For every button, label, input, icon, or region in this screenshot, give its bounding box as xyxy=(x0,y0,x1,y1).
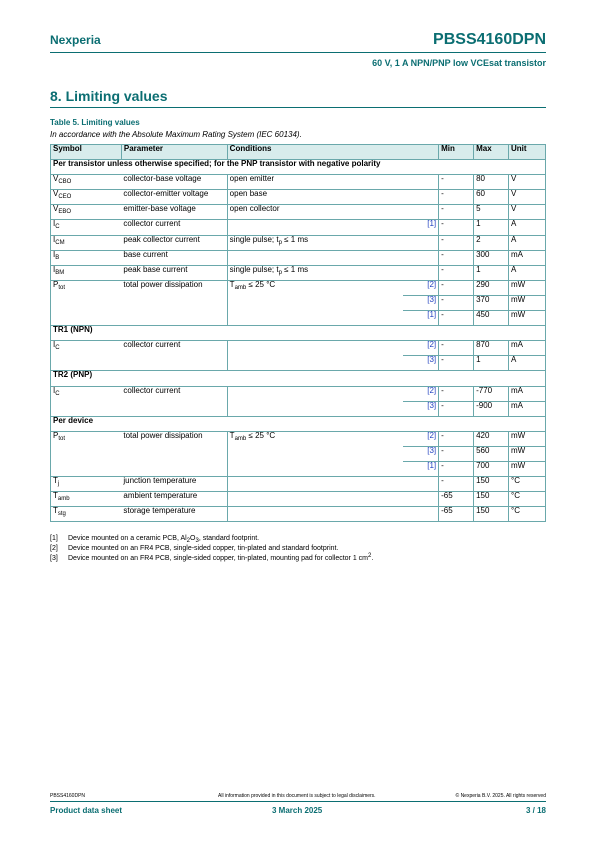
cell-parameter: junction temperature xyxy=(121,477,227,492)
table-row xyxy=(51,461,546,476)
cell-conditions: open collector xyxy=(227,205,403,220)
col-header-min: Min xyxy=(439,145,474,160)
cell-conditions xyxy=(227,311,403,326)
cell-reference: [2] xyxy=(403,431,439,446)
cell-conditions xyxy=(227,341,403,356)
brand-name: Nexperia xyxy=(50,33,101,47)
cell-unit: mW xyxy=(509,295,546,310)
footer-disclaimer: All information provided in this document is subject to legal disclaimers. xyxy=(218,793,376,799)
table-footnotes xyxy=(50,534,373,564)
cell-reference: [1] xyxy=(403,311,439,326)
section-divider xyxy=(50,107,546,108)
cell-parameter xyxy=(121,446,227,461)
cell-symbol: $I_C$ xyxy=(51,341,122,356)
cell-max: -900 xyxy=(474,401,509,416)
cell-conditions: $T_{amb} \le 25$ °C xyxy=(227,280,403,295)
group-label: Per transistor unless otherwise specified; for the PNP transistor with negative polarity xyxy=(51,160,546,175)
cell-unit: mW xyxy=(509,446,546,461)
cell-min: - xyxy=(439,477,474,492)
cell-reference xyxy=(403,265,439,280)
cell-symbol xyxy=(51,461,122,476)
cell-min: - xyxy=(439,461,474,476)
cell-conditions: open base xyxy=(227,190,403,205)
cell-parameter xyxy=(121,401,227,416)
cell-min: - xyxy=(439,265,474,280)
col-header-parameter: Parameter xyxy=(121,145,227,160)
cell-unit: mA xyxy=(509,386,546,401)
table-header-row xyxy=(51,145,546,160)
cell-min: - xyxy=(439,295,474,310)
cell-min: - xyxy=(439,280,474,295)
cell-min: - xyxy=(439,311,474,326)
cell-conditions xyxy=(227,250,403,265)
cell-reference: [3] xyxy=(403,356,439,371)
group-row-tr1 xyxy=(51,326,546,341)
cell-unit: mA xyxy=(509,250,546,265)
cell-parameter: collector current xyxy=(123,340,181,350)
cell-conditions xyxy=(227,461,403,476)
cell-symbol xyxy=(51,311,122,326)
table-row xyxy=(51,507,546,522)
cell-reference xyxy=(403,492,439,507)
cell-conditions xyxy=(227,401,403,416)
cell-min: - xyxy=(439,431,474,446)
cell-max: 560 xyxy=(474,446,509,461)
cell-unit: V xyxy=(509,205,546,220)
footer-divider xyxy=(50,801,546,802)
cell-min: - xyxy=(439,356,474,371)
cell-parameter: base current xyxy=(121,250,227,265)
footer-copyright: © Nexperia B.V. 2025. All rights reserved xyxy=(455,793,546,799)
cell-min: - xyxy=(439,220,474,235)
cell-reference xyxy=(403,250,439,265)
cell-symbol xyxy=(51,446,122,461)
cell-symbol xyxy=(51,295,122,310)
cell-reference xyxy=(403,235,439,250)
cell-unit: A xyxy=(509,265,546,280)
cell-reference xyxy=(403,175,439,190)
cell-parameter: storage temperature xyxy=(121,507,227,522)
cell-max: 370 xyxy=(474,295,509,310)
cell-max: 1 xyxy=(474,356,509,371)
cell-max: 450 xyxy=(474,311,509,326)
cell-unit: °C xyxy=(509,492,546,507)
table-note: In accordance with the Absolute Maximum Rating System (IEC 60134). xyxy=(50,130,302,139)
table-row xyxy=(51,205,546,220)
cell-reference xyxy=(403,190,439,205)
cell-parameter: total power dissipation xyxy=(123,430,203,440)
cell-parameter xyxy=(121,311,227,326)
cell-min: - xyxy=(439,190,474,205)
cell-symbol: $T_{stg}$ xyxy=(51,507,122,522)
cell-conditions xyxy=(227,220,403,235)
cell-max: 150 xyxy=(474,492,509,507)
cell-conditions xyxy=(227,356,403,371)
limiting-values-table xyxy=(50,144,546,522)
cell-max: 150 xyxy=(474,477,509,492)
cell-conditions: single pulse; $t_p \le 1$ ms xyxy=(227,265,403,280)
table-row xyxy=(51,386,546,401)
cell-min: - xyxy=(439,386,474,401)
cell-symbol: $I_C$ xyxy=(51,220,122,235)
cell-unit: A xyxy=(509,220,546,235)
cell-max: 1 xyxy=(474,220,509,235)
cell-max: 80 xyxy=(474,175,509,190)
cell-max: 2 xyxy=(474,235,509,250)
cell-max: 700 xyxy=(474,461,509,476)
cell-symbol xyxy=(51,401,122,416)
cell-parameter xyxy=(121,295,227,310)
cell-reference: [2] xyxy=(403,280,439,295)
cell-reference xyxy=(403,205,439,220)
cell-symbol: $T_{amb}$ xyxy=(51,492,122,507)
table-row xyxy=(51,190,546,205)
cell-min: - xyxy=(439,446,474,461)
cell-symbol: $T_j$ xyxy=(51,477,122,492)
footer-doc-type: Product data sheet xyxy=(50,806,123,815)
cell-conditions xyxy=(227,492,403,507)
cell-reference: [1] xyxy=(403,461,439,476)
col-header-conditions: Conditions xyxy=(227,145,438,160)
cell-unit: mW xyxy=(509,461,546,476)
section-title: 8. Limiting values xyxy=(50,88,168,104)
group-label: TR1 (NPN) xyxy=(51,326,546,341)
footnote-1: [1] Device mounted on a ceramic PCB, $Al_2O_3$, standard footprint. xyxy=(50,535,260,544)
table-row xyxy=(51,220,546,235)
cell-max: 150 xyxy=(474,507,509,522)
cell-symbol: $I_B$ xyxy=(51,250,122,265)
cell-parameter: collector-emitter voltage xyxy=(121,190,227,205)
group-row-per-transistor xyxy=(51,160,546,175)
cell-conditions xyxy=(227,507,403,522)
footer-date: 3 March 2025 xyxy=(272,806,323,815)
cell-min: - xyxy=(439,205,474,220)
cell-reference: [2] xyxy=(403,386,439,401)
cell-conditions: single pulse; $t_p \le 1$ ms xyxy=(227,235,403,250)
cell-max: -770 xyxy=(474,386,509,401)
cell-min: - xyxy=(439,175,474,190)
table-row xyxy=(51,401,546,416)
cell-conditions xyxy=(227,477,403,492)
cell-unit: V xyxy=(509,190,546,205)
cell-parameter: collector-base voltage xyxy=(121,175,227,190)
group-row-per-device xyxy=(51,416,546,431)
group-row-tr2 xyxy=(51,371,546,386)
cell-symbol: $I_{BM}$ xyxy=(51,265,122,280)
cell-max: 60 xyxy=(474,190,509,205)
cell-reference xyxy=(403,477,439,492)
table-row xyxy=(51,311,546,326)
cell-parameter: total power dissipation xyxy=(123,279,203,289)
cell-reference: [2] xyxy=(403,341,439,356)
cell-unit: A xyxy=(509,356,546,371)
table-row xyxy=(51,265,546,280)
cell-unit: V xyxy=(509,175,546,190)
cell-symbol: $I_C$ xyxy=(51,386,122,401)
cell-parameter: peak base current xyxy=(121,265,227,280)
cell-symbol: $V_{CEO}$ xyxy=(51,190,122,205)
table-row xyxy=(51,295,546,310)
cell-unit: °C xyxy=(509,477,546,492)
table-row xyxy=(51,431,546,446)
cell-reference: [3] xyxy=(403,295,439,310)
cell-conditions xyxy=(227,386,403,401)
cell-parameter: ambient temperature xyxy=(121,492,227,507)
cell-unit: mW xyxy=(509,431,546,446)
cell-min: -65 xyxy=(439,492,474,507)
cell-symbol xyxy=(51,356,122,371)
table-row xyxy=(51,235,546,250)
group-label: TR2 (PNP) xyxy=(51,371,546,386)
document-subtitle: 60 V, 1 A NPN/PNP low VCEsat transistor xyxy=(372,58,546,68)
part-number: PBSS4160DPN xyxy=(433,31,546,48)
cell-min: - xyxy=(439,235,474,250)
footer-doc-id: PBSS4160DPN xyxy=(50,793,86,799)
footnote-3: [3] Device mounted on an FR4 PCB, single-sided copper, tin-plated, mounting pad for collector 1 $cm^2$. xyxy=(50,553,374,562)
cell-max: 300 xyxy=(474,250,509,265)
cell-max: 870 xyxy=(474,341,509,356)
table-row xyxy=(51,280,546,295)
cell-min: - xyxy=(439,341,474,356)
cell-min: - xyxy=(439,250,474,265)
cell-min: - xyxy=(439,401,474,416)
cell-symbol: $V_{CBO}$ xyxy=(51,175,122,190)
cell-reference: [3] xyxy=(403,446,439,461)
cell-parameter xyxy=(121,356,227,371)
cell-min: -65 xyxy=(439,507,474,522)
cell-max: 1 xyxy=(474,265,509,280)
cell-unit: mA xyxy=(509,401,546,416)
cell-symbol: $V_{EBO}$ xyxy=(51,205,122,220)
group-label: Per device xyxy=(51,416,546,431)
col-header-symbol: Symbol xyxy=(51,145,122,160)
col-header-max: Max xyxy=(474,145,509,160)
cell-parameter: collector current xyxy=(121,220,227,235)
table-caption: Table 5. Limiting values xyxy=(50,118,140,127)
cell-unit: A xyxy=(509,235,546,250)
footer-page-number: 3 / 18 xyxy=(525,806,546,815)
cell-parameter xyxy=(121,461,227,476)
table-row xyxy=(51,446,546,461)
cell-symbol: $P_{tot}$ xyxy=(51,280,122,295)
cell-max: 5 xyxy=(474,205,509,220)
cell-parameter: collector current xyxy=(123,385,181,395)
cell-reference xyxy=(403,507,439,522)
table-row xyxy=(51,356,546,371)
header-divider xyxy=(50,52,546,53)
cell-symbol: $I_{CM}$ xyxy=(51,235,122,250)
cell-conditions: open emitter xyxy=(227,175,403,190)
cell-conditions xyxy=(227,295,403,310)
cell-parameter: peak collector current xyxy=(121,235,227,250)
cell-parameter: emitter-base voltage xyxy=(121,205,227,220)
table-row xyxy=(51,492,546,507)
footnote-2: [2] Device mounted on an FR4 PCB, single-sided copper, tin-plated and standard footprint. xyxy=(50,545,339,552)
cell-unit: mW xyxy=(509,280,546,295)
cell-conditions: $T_{amb} \le 25$ °C xyxy=(227,431,403,446)
table-row xyxy=(51,175,546,190)
cell-reference: [3] xyxy=(403,401,439,416)
table-row xyxy=(51,250,546,265)
cell-reference: [1] xyxy=(403,220,439,235)
table-row xyxy=(51,341,546,356)
cell-unit: mW xyxy=(509,311,546,326)
cell-unit: °C xyxy=(509,507,546,522)
table-row xyxy=(51,477,546,492)
cell-unit: mA xyxy=(509,341,546,356)
cell-max: 290 xyxy=(474,280,509,295)
cell-symbol: $P_{tot}$ xyxy=(51,431,122,446)
cell-conditions xyxy=(227,446,403,461)
col-header-unit: Unit xyxy=(509,145,546,160)
cell-max: 420 xyxy=(474,431,509,446)
